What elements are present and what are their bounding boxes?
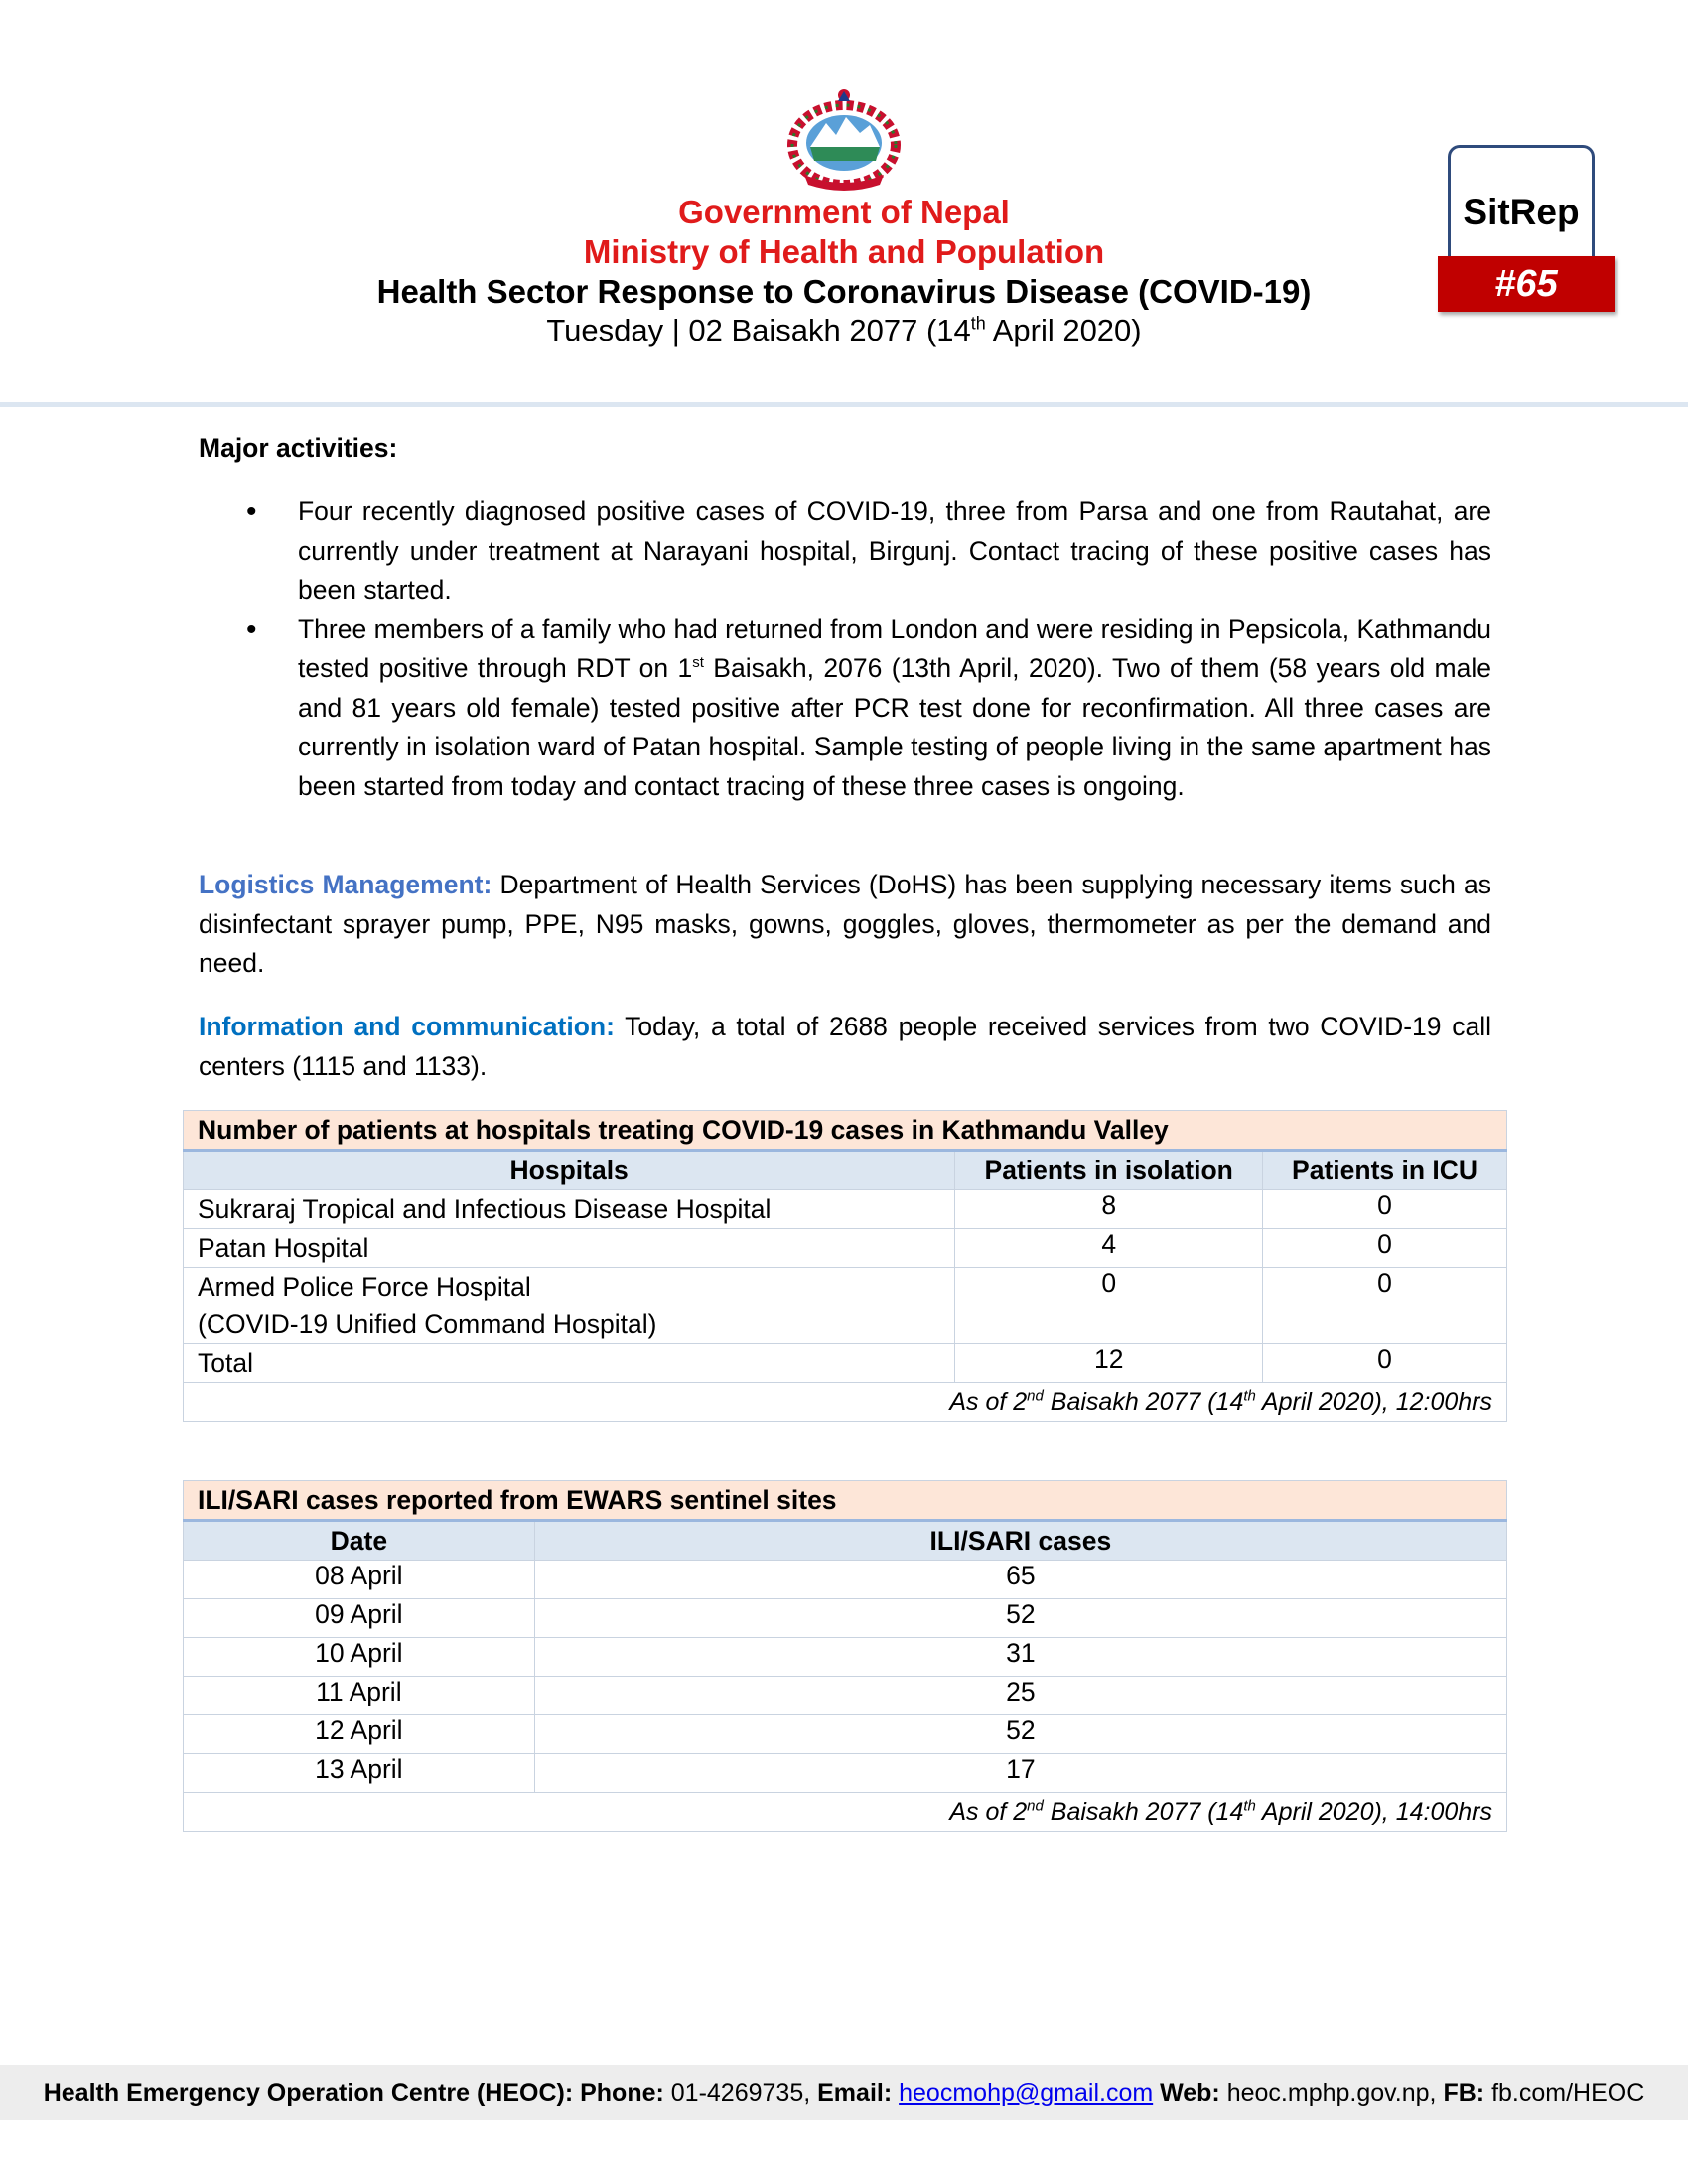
sitrep-label: SitRep: [1448, 145, 1595, 256]
nepal-emblem-icon: [784, 87, 904, 191]
page-footer: Health Emergency Operation Centre (HEOC): Phone: 01-4269735, Email: heocmohp@gmail.com Web: heoc.mphp.gov.np, FB: fb.com/HEOC: [0, 2065, 1688, 2120]
report-date: Tuesday | 02 Baisakh 2077 (14th April 2020): [546, 313, 1142, 347]
major-activities-list: [199, 492, 1491, 806]
table-row-total: Total 12 0: [184, 1344, 1507, 1383]
sitrep-number-badge: #65: [1438, 256, 1615, 312]
government-name: Government of Nepal: [678, 194, 1010, 230]
hospital-table-caption: Number of patients at hospitals treating COVID-19 cases in Kathmandu Valley: [184, 1111, 1507, 1151]
report-title: Health Sector Response to Coronavirus Disease (COVID-19): [376, 273, 1312, 310]
email-link[interactable]: heocmohp@gmail.com: [899, 2079, 1154, 2107]
ili-sari-table: [183, 1480, 1507, 1832]
ministry-name: Ministry of Health and Population: [583, 233, 1105, 270]
column-header-hospitals: Hospitals: [184, 1151, 955, 1190]
table-row: Sukraraj Tropical and Infectious Disease Hospital 8 0: [184, 1190, 1507, 1229]
list-item: • Four recently diagnosed positive cases of COVID-19, three from Parsa and one from Rautahat, are currently under treatment at Narayani hospital, Birgunj. Contact tracing of these positive cases has been started.: [199, 492, 1491, 611]
table-row: 11 April 25: [184, 1677, 1507, 1715]
logistics-paragraph: Logistics Management: Department of Health Services (DoHS) has been supplying necessary items such as disinfectant sprayer pump, PPE, N95 masks, gowns, goggles, gloves, thermometer as per the demand and need.: [199, 870, 1491, 978]
table-row: 12 April 52: [184, 1715, 1507, 1754]
table-row: 09 April 52: [184, 1599, 1507, 1638]
information-paragraph: Information and communication: Today, a total of 2688 people received services from two COVID-19 call centers (1115 and 1133).: [199, 1012, 1491, 1081]
table-row: 08 April 65: [184, 1561, 1507, 1599]
column-header-isolation: Patients in isolation: [955, 1151, 1263, 1190]
table-row: 13 April 17: [184, 1754, 1507, 1793]
table-row: 10 April 31: [184, 1638, 1507, 1677]
column-header-cases: ILI/SARI cases: [534, 1521, 1506, 1561]
logistics-label: Logistics Management:: [199, 870, 492, 899]
table-row: Patan Hospital 4 0: [184, 1229, 1507, 1268]
column-header-date: Date: [184, 1521, 535, 1561]
major-activities-heading: Major activities:: [199, 433, 398, 463]
column-header-icu: Patients in ICU: [1263, 1151, 1507, 1190]
hospital-table-note: As of 2nd Baisakh 2077 (14th April 2020), 12:00hrs: [184, 1383, 1507, 1422]
header-divider: [0, 402, 1688, 407]
ili-table-caption: ILI/SARI cases reported from EWARS sentinel sites: [184, 1481, 1507, 1521]
list-item: • Three members of a family who had returned from London and were residing in Pepsicola, Kathmandu tested positive through RDT on 1st Baisakh, 2076 (13th April, 2020). Two of them (58 years old male and 81 years old female) tested positive after PCR test done for reconfirmation. All three cases are currently in isolation ward of Patan hospital. Sample testing of people living in the same apartment has been started from today and contact tracing of these three cases is ongoing.: [199, 611, 1491, 807]
information-label: Information and communication:: [199, 1012, 615, 1041]
ili-table-note: As of 2nd Baisakh 2077 (14th April 2020), 14:00hrs: [184, 1793, 1507, 1832]
table-row: Armed Police Force Hospital (COVID-19 Unified Command Hospital) 0 0: [184, 1268, 1507, 1344]
hospital-table: [183, 1110, 1507, 1422]
